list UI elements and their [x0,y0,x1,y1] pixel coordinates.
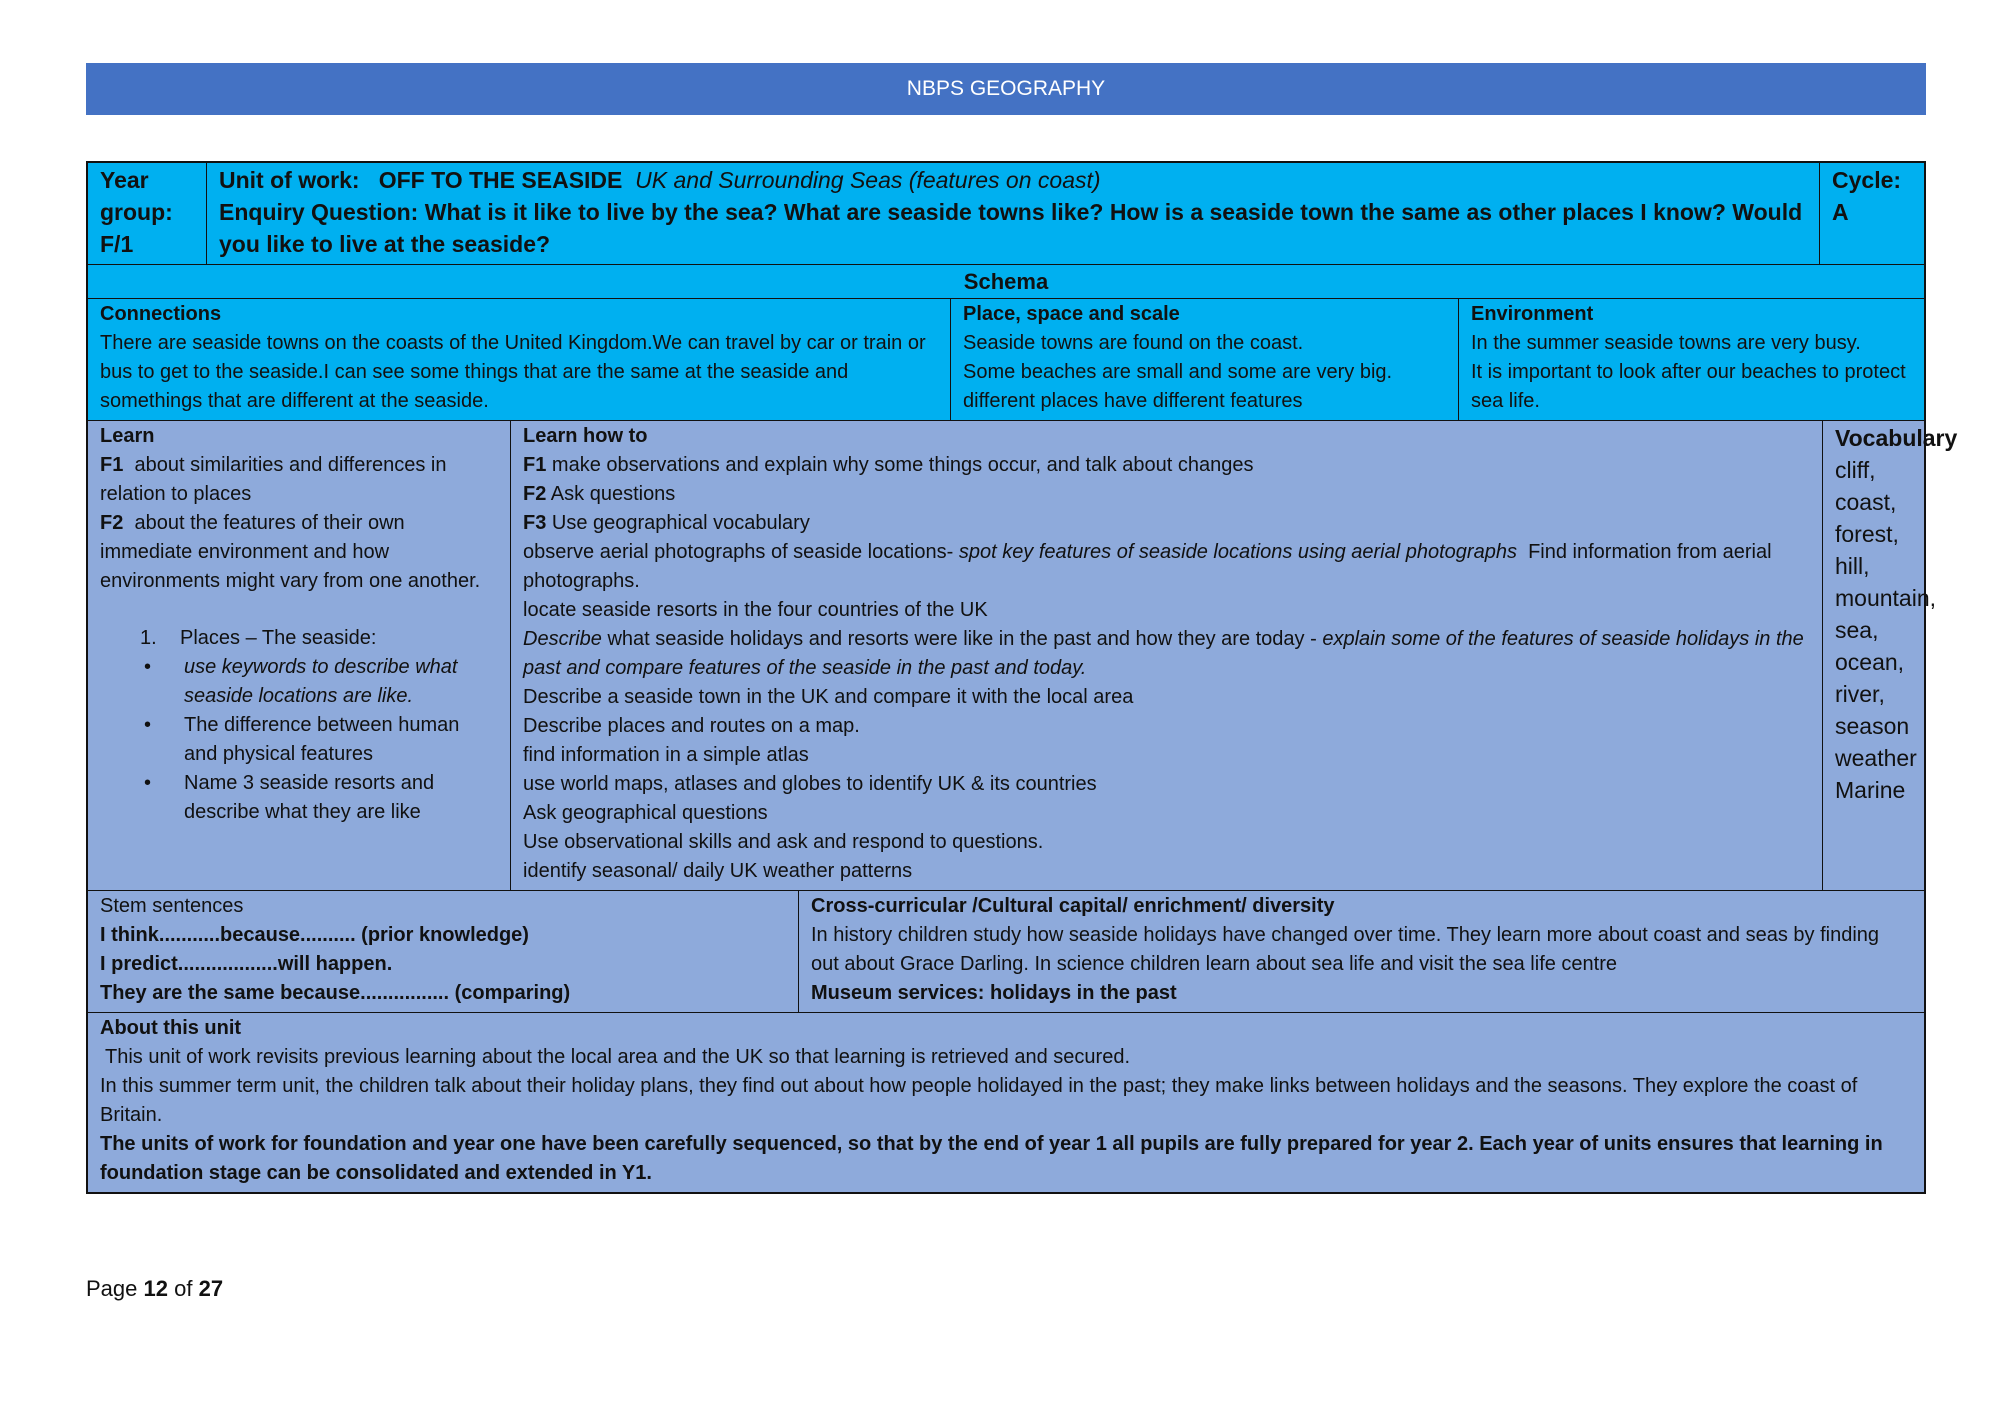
year-group-cell [88,163,206,264]
vocabulary-word: mountain, [1835,585,1937,611]
vocabulary-heading: Vocabulary [1835,425,1958,451]
page-footer [86,1276,223,1302]
numbered-item [100,624,498,653]
page-number: 12 [143,1276,168,1301]
about-cell [88,1013,1924,1192]
cross-heading: Cross-curricular /Cultural capital/ enrichment/ diversity [811,895,1335,917]
about-row [88,1012,1924,1192]
unit-label: Unit of work: [219,167,360,193]
about-line: In this summer term unit, the children talk about their holiday plans, they find out about how people holidayed in the past; they make links between holidays and the seasons. They explore the coast of Britain. [100,1075,1858,1126]
list-item: F3 Use geographical vocabulary [523,512,810,534]
stem-sentences-cell [88,891,798,1012]
vocabulary-word: river, [1835,681,1885,707]
vocabulary-word: Marine [1835,777,1906,803]
schema-title-row [88,264,1924,298]
list-item: F1 make observations and explain why some things occur, and talk about changes [523,454,1254,476]
bullet-icon: • [144,656,152,678]
vocabulary-word: ocean, [1835,649,1905,675]
header-title: NBPS GEOGRAPHY [906,77,1106,100]
cycle-label: Cycle: [1832,167,1902,193]
place-space-scale-cell [950,299,1458,420]
list-item: Describe places and routes on a map. [523,715,860,737]
vocabulary-word: season [1835,713,1910,739]
unit-header-row [88,163,1924,264]
stem-row [88,890,1924,1012]
learn-row [88,420,1958,890]
learn-f1-code: F1 [100,454,124,476]
list-item: Describe what seaside holidays and resorts were like in the past and how they are today - explain some of the features of seaside holidays in the past and compare features of the seaside in the past and today. [523,628,1804,679]
list-item: Use observational skills and ask and respond to questions. [523,831,1044,853]
list-item: F2 Ask questions [523,483,676,505]
unit-table [86,161,1958,1194]
environment-heading: Environment [1471,303,1594,325]
vocabulary-cell [1822,421,1958,890]
list-item: observe aerial photographs of seaside locations- spot key features of seaside locations using aerial photographs Find information from aerial photographs. [523,541,1772,592]
enquiry-question: Enquiry Question: What is it like to live by the sea? What are seaside towns like? How is a seaside town the same as other places I know? Would you like to live at the seaside? [219,199,1803,257]
place-line: Some beaches are small and some are very big. [963,361,1393,383]
about-line: This unit of work revisits previous learning about the local area and the UK so that learning is retrieved and secured. [105,1046,1130,1068]
stem-heading: Stem sentences [100,895,244,917]
stem-line: They are the same because................ (comparing) [100,982,571,1004]
environment-line: It is important to look after our beaches to protect sea life. [1471,361,1906,412]
list-item: Describe a seaside town in the UK and compare it with the local area [523,686,1134,708]
place-heading: Place, space and scale [963,303,1180,325]
cross-text: In history children study how seaside holidays have changed over time. They learn more about coast and seas by finding out about Grace Darling. In science children learn about sea life and visit the sea life centre [811,924,1880,975]
learn-how-cell [510,421,1822,890]
list-item: use world maps, atlases and globes to identify UK & its countries [523,773,1097,795]
numbered-item-number: 1. [140,627,157,649]
page-total: 27 [198,1276,224,1301]
connections-cell [88,299,950,420]
learn-bullet-list [100,653,498,827]
vocabulary-word: forest, [1835,521,1899,547]
connections-text: There are seaside towns on the coasts of the United Kingdom.We can travel by car or train or bus to get to the seaside.I can see some things that are the same at the seaside and somethings that are different at the seaside. [100,332,926,412]
about-heading: About this unit [100,1017,242,1039]
place-line: different places have different features [963,390,1303,412]
bullet-icon: • [144,772,152,794]
museum-services: Museum services: holidays in the past [811,982,1177,1004]
of-word: of [174,1276,193,1301]
schema-title: Schema [963,269,1049,294]
vocabulary-word: cliff, [1835,457,1876,483]
learn-how-heading: Learn how to [523,425,648,447]
place-line: Seaside towns are found on the coast. [963,332,1304,354]
list-item: identify seasonal/ daily UK weather patterns [523,860,913,882]
about-line-bold: The units of work for foundation and year one have been carefully sequenced, so that by the end of year 1 all pupils are fully prepared for year 2. Each year of units ensures that learning in foundation stage can be consolidated and extended in Y1. [100,1133,1883,1184]
unit-subtitle: UK and Surrounding Seas (features on coast) [635,167,1101,193]
page-word: Page [86,1276,138,1301]
list-item: • The difference between human and physical features [100,711,498,769]
learn-cell [88,421,510,890]
vocabulary-word: weather [1835,745,1917,771]
year-group-label: Year group: F/1 [100,167,173,257]
unit-cell [206,163,1819,264]
environment-cell [1458,299,1924,420]
stem-line: I think...........because.......... (prior knowledge) [100,924,529,946]
learn-f2-text: about the features of their own immediate environment and how environments might vary from one another. [100,512,481,592]
list-item: find information in a simple atlas [523,744,809,766]
list-item: locate seaside resorts in the four countries of the UK [523,599,988,621]
learn-f1-text: about similarities and differences in relation to places [100,454,447,505]
header-bar [86,63,1926,115]
learn-heading: Learn [100,425,155,447]
list-item: • use keywords to describe what seaside locations are like. [100,653,498,711]
cycle-value: A [1832,199,1849,225]
stem-line: I predict..................will happen. [100,953,393,975]
vocabulary-word: coast, [1835,489,1897,515]
vocabulary-word: sea, [1835,617,1879,643]
vocabulary-word: hill, [1835,553,1870,579]
cross-curricular-cell [798,891,1924,1012]
list-item: • Name 3 seaside resorts and describe what they are like [100,769,498,827]
learn-f2-code: F2 [100,512,124,534]
connections-heading: Connections [100,303,222,325]
cycle-cell [1819,163,1924,264]
numbered-item-text: Places – The seaside: [180,627,377,649]
list-item: Ask geographical questions [523,802,768,824]
environment-line: In the summer seaside towns are very busy. [1471,332,1861,354]
schema-row [88,298,1924,420]
bullet-icon: • [144,714,152,736]
unit-title: OFF TO THE SEASIDE [378,167,623,193]
